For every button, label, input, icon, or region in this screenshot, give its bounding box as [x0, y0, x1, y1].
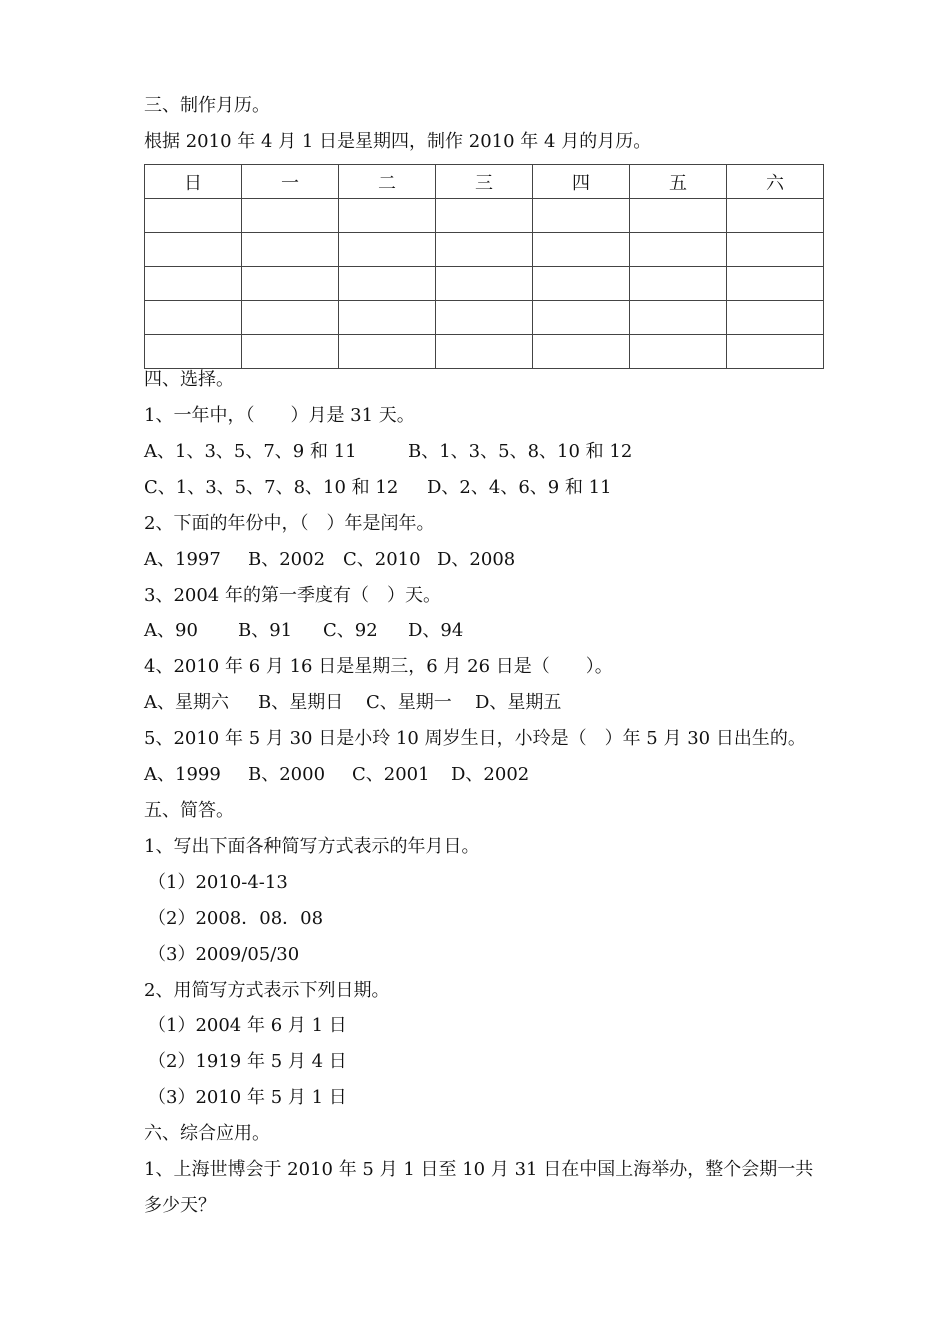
calendar-row — [145, 301, 824, 335]
question-stem: 1、写出下面各种简写方式表示的年月日。 — [144, 836, 480, 857]
section-3-title: 三、制作月历。 — [144, 95, 270, 116]
calendar-cell[interactable] — [242, 301, 339, 335]
option-d[interactable]: D、星期五 — [475, 692, 562, 713]
option-d[interactable]: D、2、4、6、9 和 11 — [427, 477, 612, 498]
calendar-cell[interactable] — [727, 335, 824, 369]
calendar-cell[interactable] — [533, 301, 630, 335]
option-a[interactable]: A、1999 — [144, 764, 221, 785]
calendar-cell[interactable] — [727, 233, 824, 267]
option-d[interactable]: D、2002 — [451, 764, 530, 785]
calendar-cell[interactable] — [630, 335, 727, 369]
option-b[interactable]: B、2000 — [248, 764, 326, 785]
option-b[interactable]: B、1、3、5、8、10 和 12 — [408, 441, 633, 462]
section-6-title: 六、综合应用。 — [144, 1123, 270, 1144]
calendar-cell[interactable] — [436, 335, 533, 369]
calendar-cell[interactable] — [339, 199, 436, 233]
calendar-cell[interactable] — [533, 199, 630, 233]
sub-item: （3）2009/05/30 — [148, 944, 300, 965]
question-stem: 1、上海世博会于 2010 年 5 月 1 日至 10 月 31 日在中国上海举办，整个会期一共 — [144, 1159, 814, 1180]
sub-item: （3）2010 年 5 月 1 日 — [148, 1087, 347, 1108]
calendar-cell[interactable] — [533, 267, 630, 301]
calendar-cell[interactable] — [727, 199, 824, 233]
calendar-cell[interactable] — [339, 267, 436, 301]
calendar-cell[interactable] — [727, 301, 824, 335]
option-a[interactable]: A、90 — [144, 620, 198, 641]
calendar-cell[interactable] — [339, 233, 436, 267]
calendar-table — [144, 164, 824, 369]
question-stem: 5、2010 年 5 月 30 日是小玲 10 周岁生日，小玲是（ ）年 5 月 30 日出生的。 — [144, 728, 806, 749]
calendar-cell[interactable] — [630, 301, 727, 335]
option-d[interactable]: D、2008 — [437, 549, 516, 570]
calendar-cell[interactable] — [630, 233, 727, 267]
calendar-cell[interactable] — [339, 301, 436, 335]
calendar-row — [145, 233, 824, 267]
weekday-header: 三 — [436, 165, 533, 199]
question-stem: 2、用简写方式表示下列日期。 — [144, 980, 390, 1001]
option-d[interactable]: D、94 — [408, 620, 464, 641]
calendar-cell[interactable] — [242, 335, 339, 369]
calendar-cell[interactable] — [436, 233, 533, 267]
calendar-cell[interactable] — [242, 267, 339, 301]
option-a[interactable]: A、1997 — [144, 549, 221, 570]
calendar-row — [145, 199, 824, 233]
option-c[interactable]: C、星期一 — [366, 692, 452, 713]
calendar-cell[interactable] — [436, 301, 533, 335]
calendar-cell[interactable] — [533, 233, 630, 267]
weekday-header: 一 — [242, 165, 339, 199]
question-stem: 4、2010 年 6 月 16 日是星期三，6 月 26 日是（ ）。 — [144, 656, 613, 677]
calendar-cell[interactable] — [630, 267, 727, 301]
calendar-row — [145, 267, 824, 301]
calendar-cell[interactable] — [339, 335, 436, 369]
section-5-title: 五、简答。 — [144, 800, 234, 821]
section-3-instruction: 根据 2010 年 4 月 1 日是星期四，制作 2010 年 4 月的月历。 — [144, 131, 652, 152]
option-a[interactable]: A、星期六 — [144, 692, 229, 713]
question-stem: 3、2004 年的第一季度有（ ）天。 — [144, 585, 441, 606]
weekday-header: 五 — [630, 165, 727, 199]
calendar-row — [145, 335, 824, 369]
calendar-cell[interactable] — [145, 199, 242, 233]
calendar-header-row — [145, 165, 824, 199]
calendar-cell[interactable] — [145, 233, 242, 267]
sub-item: （1）2010-4-13 — [148, 872, 288, 893]
option-c[interactable]: C、1、3、5、7、8、10 和 12 — [144, 477, 399, 498]
calendar-cell[interactable] — [242, 199, 339, 233]
question-stem-continued: 多少天？ — [144, 1195, 216, 1216]
option-b[interactable]: B、2002 — [248, 549, 326, 570]
question-stem: 1、一年中，（ ）月是 31 天。 — [144, 405, 415, 426]
calendar-cell[interactable] — [727, 267, 824, 301]
option-c[interactable]: C、2010 — [343, 549, 421, 570]
calendar-cell[interactable] — [242, 233, 339, 267]
sub-item: （1）2004 年 6 月 1 日 — [148, 1015, 347, 1036]
option-c[interactable]: C、92 — [323, 620, 378, 641]
option-b[interactable]: B、91 — [238, 620, 293, 641]
question-stem: 2、下面的年份中，（ ）年是闰年。 — [144, 513, 435, 534]
sub-item: （2）2008．08．08 — [148, 908, 324, 929]
calendar-cell[interactable] — [145, 267, 242, 301]
calendar-cell[interactable] — [630, 199, 727, 233]
weekday-header: 四 — [533, 165, 630, 199]
section-4-title: 四、选择。 — [144, 369, 234, 390]
calendar-cell[interactable] — [145, 301, 242, 335]
calendar-cell[interactable] — [145, 335, 242, 369]
option-b[interactable]: B、星期日 — [258, 692, 344, 713]
weekday-header: 二 — [339, 165, 436, 199]
calendar-cell[interactable] — [533, 335, 630, 369]
calendar-cell[interactable] — [436, 199, 533, 233]
option-a[interactable]: A、1、3、5、7、9 和 11 — [144, 441, 357, 462]
calendar-cell[interactable] — [436, 267, 533, 301]
sub-item: （2）1919 年 5 月 4 日 — [148, 1051, 347, 1072]
weekday-header: 六 — [727, 165, 824, 199]
option-c[interactable]: C、2001 — [352, 764, 430, 785]
weekday-header: 日 — [145, 165, 242, 199]
